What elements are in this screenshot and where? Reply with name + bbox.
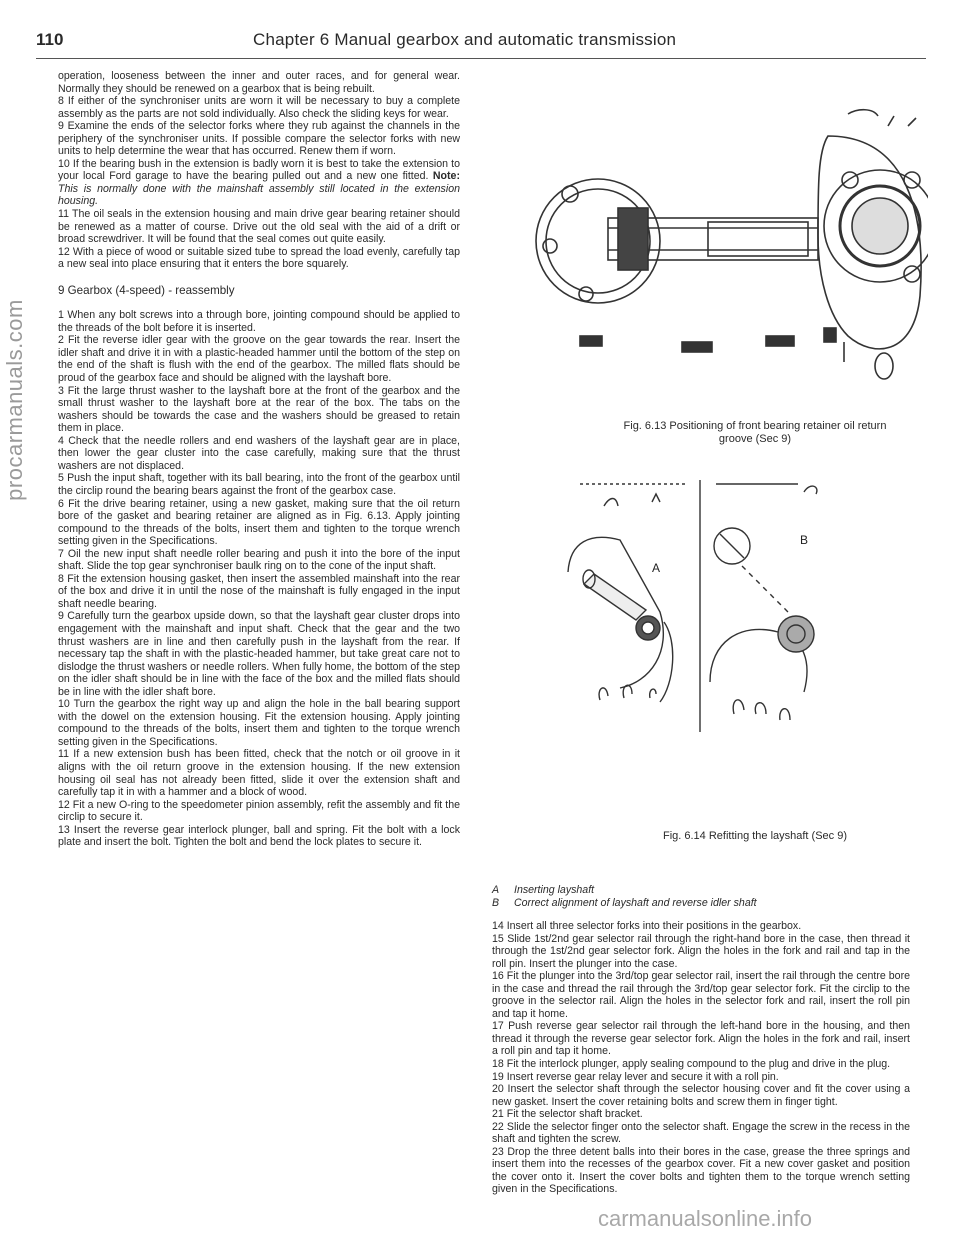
step-6: 6 Fit the drive bearing retainer, using a new gasket, making sure that the oil return bore of the gasket and bearing retainer are aligned as in Fig. 6.13. Apply jointing compound to the threads of the bolts, insert them and tighten to the torque wrench setting given in the Specifications. (58, 497, 460, 548)
step-12: 12 Fit a new O-ring to the speedometer pinion assembly, refit the assembly and fit the circlip to secure it. (58, 798, 460, 824)
step-3: 3 Fit the large thrust washer to the layshaft bore at the front of the gearbox and the small thrust washer to the layshaft bore at the rear of the box. The tabs on the washers should be towards the case and the washers should be greased to retain them in place. (58, 384, 460, 435)
paragraph-12: 12 With a piece of wood or suitable sized tube to spread the load evenly, carefully tap a new seal into place ensuring that it enters the bore squarely. (58, 245, 460, 271)
figure-6-14-caption: Fig. 6.14 Refitting the layshaft (Sec 9) (662, 830, 848, 842)
figure-6-13-caption (600, 420, 910, 446)
step-11: 11 If a new extension bush has been fitted, check that the notch or oil groove in it aligns with the oil return groove in the extension housing. If the new extension housing oil seal has not already been fitted, slide it over the extension shaft and carefully tap it in with a hammer and a block of wood. (58, 748, 460, 799)
note-text: This is normally done with the mainshaft assembly still located in the extension housing. (58, 182, 460, 208)
paragraph-9: 9 Examine the ends of the selector forks where they rub against the channels in the periphery of the synchroniser units. If possible compare the selector forks with new units to help determine the wear that has occurred. Renew them if worn. (58, 120, 460, 158)
right-column (492, 920, 910, 1196)
legend-key-a: A (492, 884, 500, 896)
figure-6-13-illustration (528, 96, 928, 416)
page-number: 110 (36, 30, 64, 49)
legend-item-a (492, 884, 757, 897)
side-watermark (2, 120, 28, 680)
step-14: 14 Insert all three selector forks into their positions in the gearbox. (492, 920, 802, 932)
section-heading: 9 Gearbox (4-speed) - reassembly (58, 283, 235, 297)
figure-6-13-caption-line2: groove (Sec 9) (718, 433, 792, 445)
legend-key-b: B (492, 896, 500, 909)
step-18: 18 Fit the interlock plunger, apply sealing compound to the plug and drive in the plug. (492, 1058, 891, 1071)
step-13: 13 Insert the reverse gear interlock plunger, ball and spring. Fit the bolt with a lock plate and insert the bolt. Tighten the bolt and bend the lock plates to secure it. (58, 823, 460, 849)
chapter-title: Chapter 6 Manual gearbox and automatic transmission (253, 30, 677, 49)
step-16: 16 Fit the plunger into the 3rd/top gear selector rail, insert the rail through the centre bore in the case and thread the rail through the 3rd/top gear selector fork. Fit the circlip to the groove in the selector rail. Align the holes in the selector fork and rail, insert the roll pin and tap it home. (492, 970, 910, 1020)
legend-text-b: Correct alignment of layshaft and reverse idler shaft (514, 896, 757, 909)
step-1: 1 When any bolt screws into a through bore, jointing compound should be applied to the threads of the bolt before it is inserted. (58, 309, 460, 334)
paragraph-10 (58, 158, 460, 208)
step-7: 7 Oil the new input shaft needle roller bearing and push it into the bore of the input shaft. Slide the top gear synchroniser baulk ring on to the cone of the input shaft. (58, 547, 460, 573)
step-5: 5 Push the input shaft, together with its ball bearing, into the front of the gearbox until the circlip round the bearing bears against the front of the gearbox case. (58, 472, 460, 497)
header-rule (36, 58, 926, 59)
figure-6-13-caption-line1: Fig. 6.13 Positioning of front bearing retainer oil return (623, 420, 887, 432)
step-23: 23 Drop the three detent balls into their bores in the case, grease the three springs and insert them into the recesses of the gearbox cover. Fit a new cover gasket and position the cover onto it. Insert the cover bolts and tighten them to the torque wrench setting given in the Specifications. (492, 1145, 910, 1196)
step-8: 8 Fit the extension housing gasket, then insert the assembled mainshaft into the rear of the box and drive it in until the nose of the mainshaft is fully engaged in the input shaft needle bearing. (58, 572, 460, 610)
figure-6-14-illustration (560, 462, 860, 762)
step-15: 15 Slide 1st/2nd gear selector rail through the right-hand bore in the case, then thread it through the 1st/2nd gear selector fork. Align the holes in the fork and rail and tap in the roll pin. Insert the plunger into the case. (492, 932, 910, 970)
step-22: 22 Slide the selector finger onto the selector shaft. Engage the screw in the recess in the shaft and tighten the screw. (492, 1120, 910, 1146)
side-watermark-text: procarmanuals.com (2, 299, 27, 501)
step-9: 9 Carefully turn the gearbox upside down, so that the layshaft gear cluster drops into engagement with the mainshaft and input shaft. Check that the gear and the two thrust washers are in line and then carefully push in the layshaft from the rear. If necessary tap the shaft in with the plastic-headed hammer, but take great care not to dislodge the thrust washers or needle rollers. When fully home, the bottom of the step on the idler shaft should be in line with the face of the box and the milled flats should be in line with the idler shaft bore. (58, 610, 460, 698)
step-2: 2 Fit the reverse idler gear with the groove on the gear towards the rear. Insert the idler shaft and drive it in with a plastic-headed hammer until the bottom of the step on the end of the shaft is flush with the end of the gearbox. The milled flats should be proud of the gearbox face and should be aligned with the layshaft bore. (58, 334, 460, 385)
figure-6-14-label-a: A (652, 561, 661, 575)
legend-item-b (492, 897, 757, 910)
step-4: 4 Check that the needle rollers and end washers of the layshaft gear are in place, then lower the gear cluster into the case carefully, making sure that the thrust washers are not displaced. (58, 434, 460, 472)
step-19: 19 Insert reverse gear relay lever and secure it with a roll pin. (492, 1070, 779, 1083)
paragraph-intro: operation, looseness between the inner and outer races, and for general wear. Normally they should be renewed on a gearbox that is being rebuilt. (58, 70, 460, 95)
figure-6-14-label-b: B (800, 533, 809, 547)
legend-text-a: Inserting layshaft (514, 884, 595, 896)
step-17: 17 Push reverse gear selector rail through the left-hand bore in the housing, and then thread it through the reverse gear selector fork. Align the holes in the fork and rail, insert a roll pin and tap it home. (492, 1020, 910, 1058)
step-21: 21 Fit the selector shaft bracket. (492, 1108, 643, 1121)
figure-6-14-legend (492, 884, 757, 909)
left-column (58, 70, 460, 849)
step-20: 20 Insert the selector shaft through the selector housing cover and fit the cover using a new gasket. Insert the cover retaining bolts and screw them in finger tight. (492, 1083, 910, 1108)
paragraph-10-text: 10 If the bearing bush in the extension is badly worn it is best to take the extension to your local Ford garage to have the bearing pulled out and a new one fitted. (58, 157, 460, 183)
bottom-watermark: carmanualsonline.info (598, 1206, 813, 1231)
step-10: 10 Turn the gearbox the right way up and align the hole in the ball bearing support with the dowel on the extension housing. Fit the extension housing. Apply jointing compound to the threads of the bolts, insert them and tighten to the torque wrench setting given in the Specifications. (58, 698, 460, 748)
paragraph-11: 11 The oil seals in the extension housing and main drive gear bearing retainer should be renewed as a matter of course. Drive out the old seal with the aid of a drift or broad screwdriver. It will be found that the seal comes out quite easily. (58, 208, 460, 246)
note-label: Note: (432, 170, 460, 183)
paragraph-8: 8 If either of the synchroniser units are worn it will be necessary to buy a complete assembly as the parts are not sold individually. Also check the sliding keys for wear. (58, 95, 460, 120)
